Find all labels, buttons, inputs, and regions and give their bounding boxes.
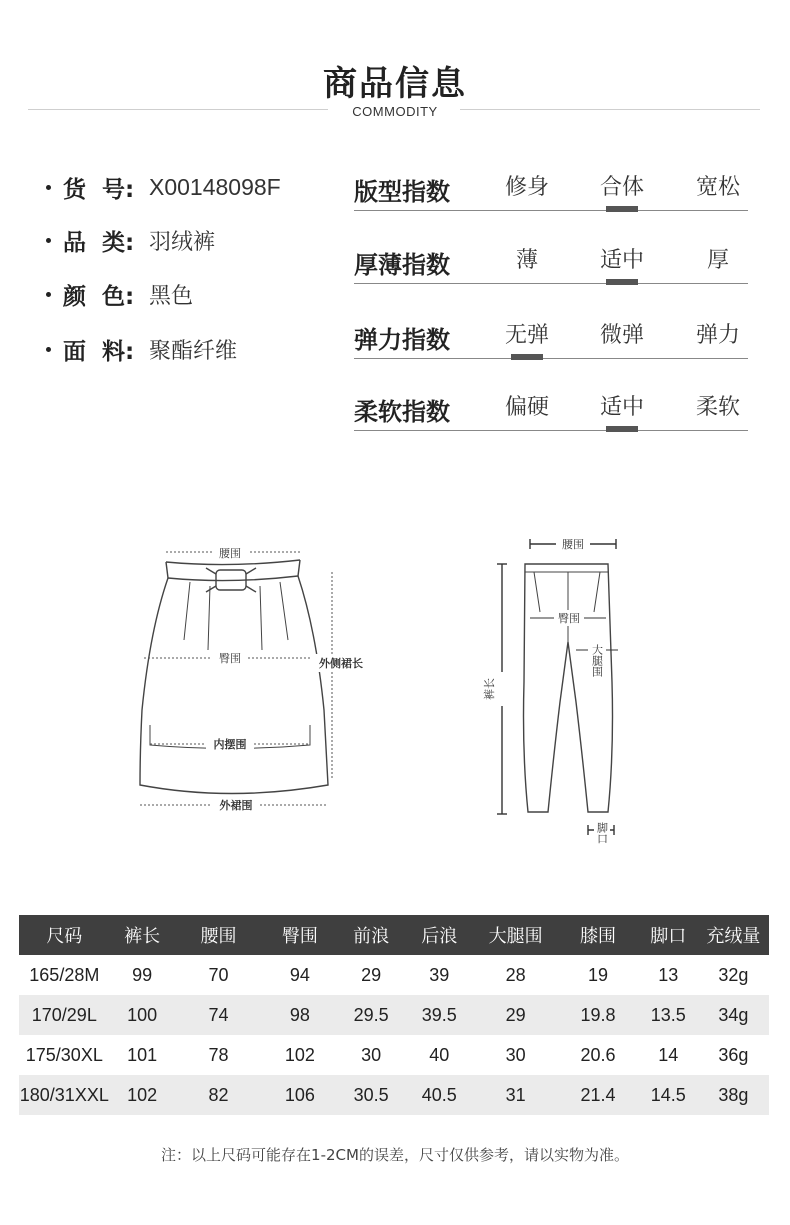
index-name: 版型指数 — [354, 178, 450, 206]
table-cell: 19.8 — [557, 995, 638, 1035]
table-cell: 28 — [505, 964, 526, 985]
table-header-cell: 大腿围 — [474, 915, 557, 955]
table-cell: 102 — [110, 1075, 175, 1115]
table-header-cell: 尺码 — [19, 915, 110, 955]
table-header-cell: 腰围 — [175, 915, 263, 955]
index-option: 柔软 — [695, 395, 740, 420]
index-softness — [354, 388, 748, 432]
bullet-icon — [46, 347, 51, 352]
table-header-cell: 充绒量 — [698, 915, 769, 955]
index-option: 薄 — [515, 248, 538, 273]
index-name: 厚薄指数 — [354, 251, 450, 279]
table-cell: 30 — [361, 1044, 382, 1065]
index-option: 偏硬 — [504, 395, 549, 420]
index-track — [354, 358, 748, 359]
pants-waist-label: 腰围 — [562, 538, 584, 551]
page-subtitle: COMMODITY — [352, 104, 438, 119]
info-item-fabric — [46, 334, 237, 364]
info-value: 聚酯纤维 — [149, 338, 238, 364]
index-option: 适中 — [599, 395, 644, 420]
skirt-diagram — [120, 540, 380, 820]
index-thickness — [354, 241, 748, 285]
index-option: 微弹 — [599, 323, 644, 348]
table-cell: 20.6 — [580, 1044, 616, 1065]
info-label: 颜 色: — [63, 283, 135, 310]
size-note: 注：以上尺码可能存在1-2CM的误差，尺寸仅供参考，请以实物为准。 — [161, 1146, 629, 1164]
table-cell: 21.4 — [557, 1075, 638, 1115]
table-cell: 40.5 — [405, 1075, 474, 1115]
info-label: 品 类: — [63, 229, 135, 256]
pants-thigh-label: 大腿围 — [590, 644, 604, 677]
pants-hip-label: 臀围 — [558, 612, 580, 625]
skirt-inner-hem-label: 内摆围 — [213, 738, 247, 751]
table-row — [19, 1075, 769, 1115]
table-cell: 30 — [505, 1044, 526, 1065]
table-cell: 165/28M — [29, 964, 100, 985]
bullet-icon — [46, 238, 51, 243]
table-cell: 94 — [289, 964, 310, 985]
table-cell: 78 — [208, 1044, 229, 1065]
table-cell: 82 — [175, 1075, 263, 1115]
table-cell: 32g — [718, 964, 749, 985]
pants-length-label: 裤长 — [483, 678, 496, 700]
table-header-row — [19, 915, 769, 955]
skirt-outer-hem-label: 外裙围 — [219, 799, 253, 812]
table-cell: 106 — [262, 1075, 337, 1115]
table-header-cell: 臀围 — [262, 915, 337, 955]
table-cell: 14 — [658, 1044, 679, 1065]
bullet-icon — [46, 292, 51, 297]
table-cell: 101 — [127, 1044, 158, 1065]
table-cell: 13.5 — [639, 995, 698, 1035]
info-item-category — [46, 225, 215, 255]
table-cell: 14.5 — [639, 1075, 698, 1115]
index-marker — [606, 426, 638, 432]
table-cell: 34g — [698, 995, 769, 1035]
table-cell: 39 — [429, 964, 450, 985]
table-cell: 180/31XXL — [19, 1075, 110, 1115]
index-marker — [606, 206, 638, 212]
table-header-cell: 脚口 — [639, 915, 698, 955]
skirt-side-length-label: 外侧裙长 — [319, 657, 363, 670]
bullet-icon — [46, 185, 51, 190]
index-marker — [606, 279, 638, 285]
index-elasticity — [354, 316, 748, 360]
table-cell: 30.5 — [338, 1075, 405, 1115]
table-row — [19, 955, 769, 995]
pants-diagram — [483, 532, 640, 852]
page-title: 商品信息 — [323, 64, 467, 104]
index-track — [354, 210, 748, 211]
skirt-hip-label: 臀围 — [219, 652, 241, 665]
table-cell: 31 — [474, 1075, 557, 1115]
table-cell: 29 — [361, 964, 382, 985]
table-header-cell: 裤长 — [110, 915, 175, 955]
table-header-cell: 后浪 — [405, 915, 474, 955]
index-track — [354, 283, 748, 284]
info-item-sku — [46, 172, 281, 202]
info-value: 羽绒裤 — [149, 229, 216, 255]
index-name: 弹力指数 — [354, 326, 450, 354]
skirt-waist-label: 腰围 — [219, 547, 241, 560]
size-table — [19, 915, 769, 1115]
table-cell: 29.5 — [338, 995, 405, 1035]
table-cell: 36g — [718, 1044, 749, 1065]
info-label: 面 料: — [63, 338, 135, 365]
index-option: 厚 — [706, 248, 729, 273]
index-option: 适中 — [599, 248, 644, 273]
index-option: 无弹 — [504, 323, 549, 348]
table-cell: 74 — [175, 995, 263, 1035]
info-value: 黑色 — [149, 283, 194, 309]
table-header-cell: 膝围 — [557, 915, 638, 955]
index-name: 柔软指数 — [354, 398, 450, 426]
table-cell: 38g — [698, 1075, 769, 1115]
table-row — [19, 995, 769, 1035]
info-label: 货 号: — [63, 176, 135, 203]
index-option: 弹力 — [695, 323, 740, 348]
index-fit — [354, 168, 748, 212]
pants-leg-opening-label: 脚口 — [595, 822, 609, 844]
table-cell: 99 — [132, 964, 153, 985]
table-row — [19, 1035, 769, 1075]
table-cell: 13 — [658, 964, 679, 985]
index-track — [354, 430, 748, 431]
index-marker — [511, 354, 543, 360]
index-option: 宽松 — [695, 175, 740, 200]
table-cell: 40 — [429, 1044, 450, 1065]
info-value: X00148098F — [149, 173, 281, 200]
table-cell: 29 — [474, 995, 557, 1035]
info-item-color — [46, 279, 193, 309]
table-cell: 170/29L — [19, 995, 110, 1035]
table-cell: 175/30XL — [25, 1044, 103, 1065]
table-cell: 98 — [262, 995, 337, 1035]
index-option: 修身 — [504, 175, 549, 200]
table-cell: 70 — [208, 964, 229, 985]
table-header-cell: 前浪 — [338, 915, 405, 955]
index-option: 合体 — [599, 175, 644, 200]
table-cell: 100 — [110, 995, 175, 1035]
table-cell: 39.5 — [405, 995, 474, 1035]
table-cell: 102 — [284, 1044, 315, 1065]
table-cell: 19 — [587, 964, 609, 985]
